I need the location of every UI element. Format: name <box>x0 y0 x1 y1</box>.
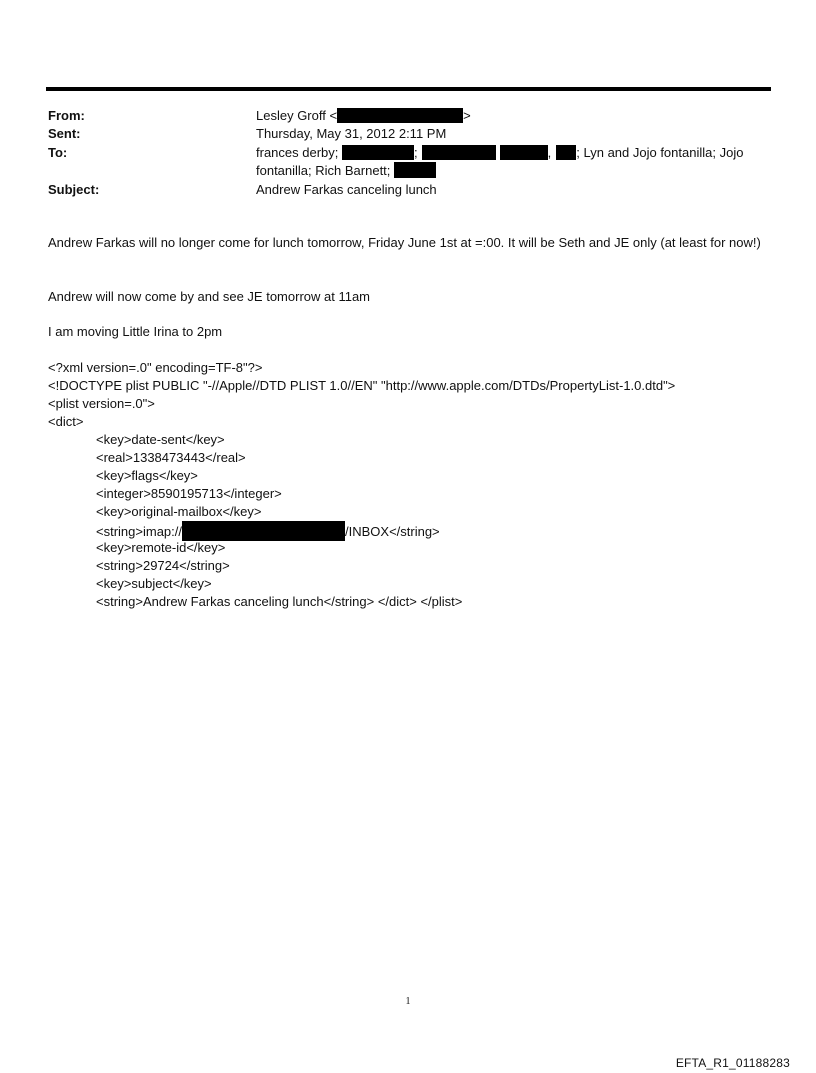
from-name: Lesley Groff < <box>256 108 338 123</box>
xml-fragment: </key> <box>186 540 226 555</box>
redaction-box <box>394 162 436 178</box>
to-recipients-rest: ; Lyn and Jojo fontanilla; Jojo <box>576 145 744 160</box>
to-separator: ; <box>414 145 418 160</box>
xml-line: <key>flags</key> <box>96 468 198 483</box>
xml-fragment: <string>imap:// <box>96 524 182 539</box>
sent-label: Sent: <box>48 126 81 141</box>
xml-line: <key>original-mailbox</key> <box>96 504 262 519</box>
sent-value: Thursday, May 31, 2012 2:11 PM <box>256 126 447 141</box>
xml-line: <!DOCTYPE plist PUBLIC "-//Apple//DTD PLIST 1.0//EN" "http://www.apple.com/DTDs/PropertyList-1.0.dtd"> <box>48 378 676 393</box>
from-label: From: <box>48 108 85 123</box>
to-separator: , <box>547 145 552 160</box>
xml-fragment: <key>remote-id <box>96 540 187 555</box>
xml-line-mailbox <box>48 521 440 541</box>
redaction-box <box>182 521 345 541</box>
body-paragraph-3: I am moving Little Irina to 2pm <box>48 324 223 339</box>
subject-value: Andrew Farkas canceling lunch <box>256 182 437 197</box>
redaction-box <box>556 145 576 160</box>
to-line-2 <box>256 162 436 180</box>
redaction-box <box>500 145 548 160</box>
bates-number: EFTA_R1_01188283 <box>675 1056 790 1070</box>
xml-line: <integer>8590195713</integer> <box>96 486 282 501</box>
to-label: To: <box>48 145 68 160</box>
xml-line: <key>date-sent</key> <box>96 432 225 447</box>
to-line-1 <box>256 144 743 162</box>
redaction-box <box>342 145 414 160</box>
from-value <box>256 107 471 125</box>
xml-line: <string>Andrew Farkas canceling lunch</string> </dict> </plist> <box>96 594 463 609</box>
xml-line: <dict> <box>48 414 84 429</box>
redaction-box <box>422 145 496 160</box>
body-paragraph-2: Andrew will now come by and see JE tomorrow at 11am <box>48 289 371 304</box>
from-close: > <box>463 108 471 123</box>
xml-line: <string>29724</string> <box>96 558 230 573</box>
page-number: 1 <box>405 996 411 1007</box>
xml-line: <?xml version=.0" encoding=TF-8"?> <box>48 360 263 375</box>
xml-line: <plist version=.0"> <box>48 396 155 411</box>
to-recipient-frances: frances derby; <box>256 145 342 160</box>
header-rule <box>46 87 771 91</box>
xml-line: <key>subject</key> <box>96 576 212 591</box>
xml-fragment: /INBOX</string> <box>345 524 440 539</box>
subject-label: Subject: <box>48 182 100 197</box>
redaction-box <box>337 108 463 123</box>
to-recipients-cont: fontanilla; Rich Barnett; <box>256 163 395 178</box>
body-paragraph-1: Andrew Farkas will no longer come for lunch tomorrow, Friday June 1st at =:00. It will be Seth and JE only (at least for now!) <box>48 235 761 250</box>
xml-line: <real>1338473443</real> <box>96 450 246 465</box>
xml-line-remote-id <box>48 539 225 557</box>
